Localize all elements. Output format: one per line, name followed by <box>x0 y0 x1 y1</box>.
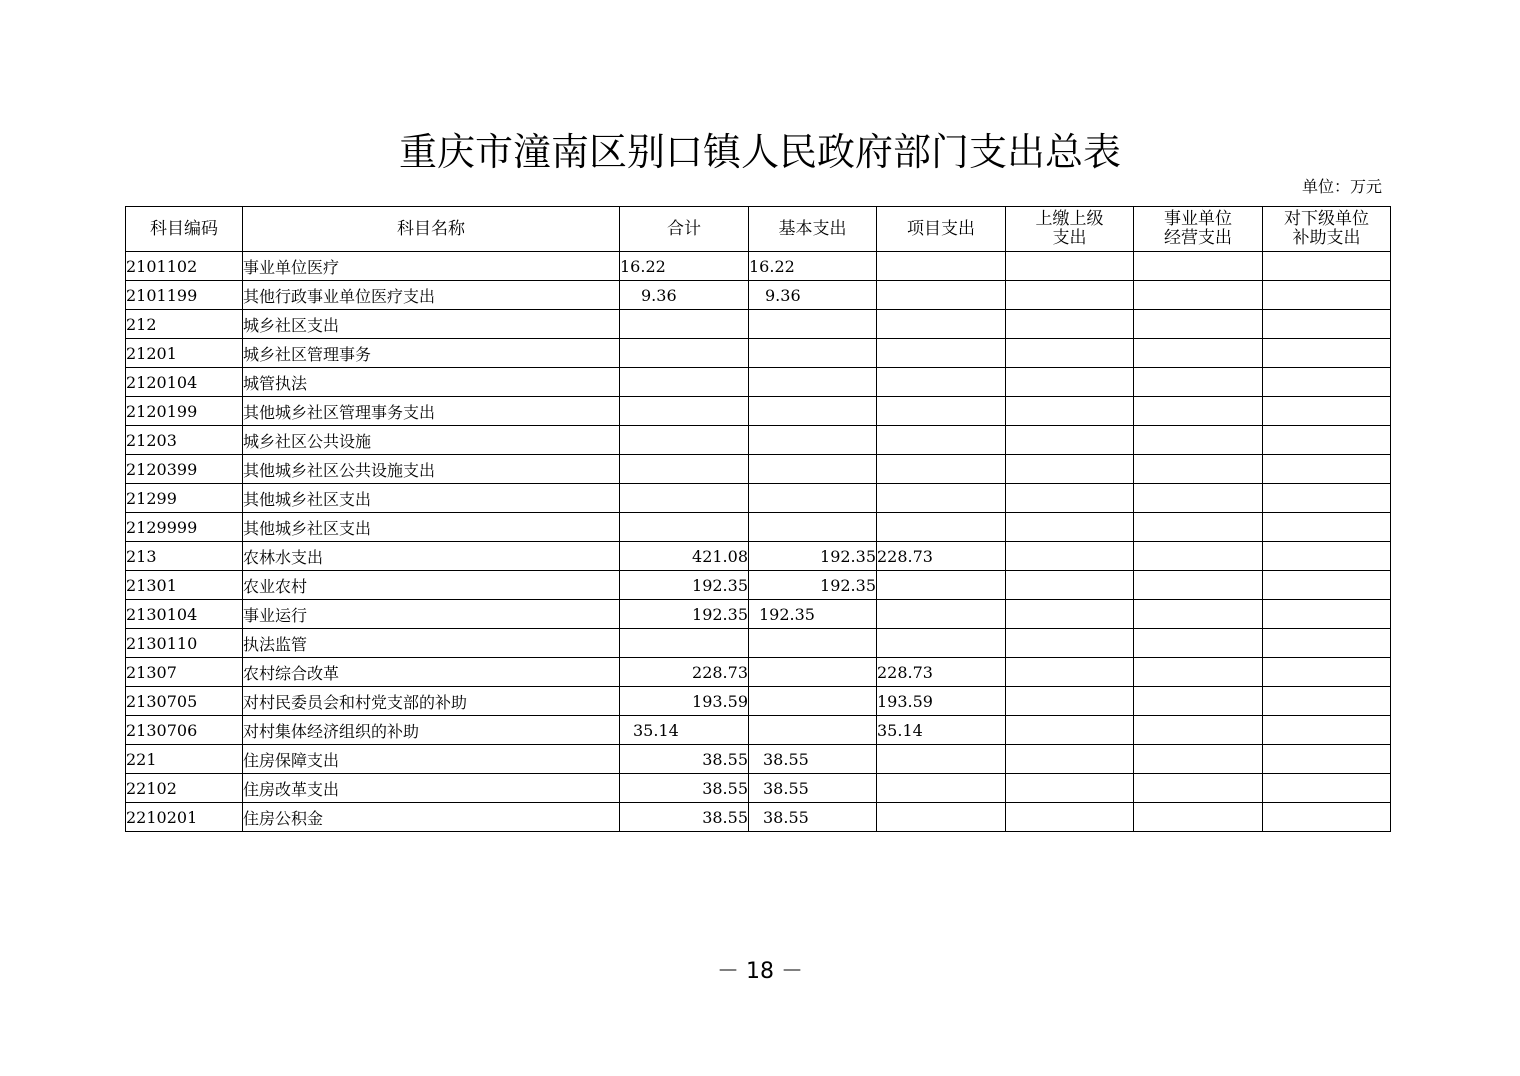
cell-business <box>1134 658 1263 687</box>
table-row <box>126 339 1391 368</box>
cell-upper <box>1006 687 1134 716</box>
table-row <box>126 716 1391 745</box>
cell-total: 228.73 <box>620 658 749 687</box>
cell-basic: 38.55 <box>749 745 877 774</box>
cell-business <box>1134 687 1263 716</box>
cell-basic <box>749 310 877 339</box>
cell-upper <box>1006 600 1134 629</box>
expenditure-table <box>125 206 1391 832</box>
cell-upper <box>1006 281 1134 310</box>
header-business-line1: 事业单位 <box>1164 209 1232 229</box>
cell-upper <box>1006 397 1134 426</box>
cell-business <box>1134 571 1263 600</box>
cell-total: 193.59 <box>620 687 749 716</box>
cell-subsidy <box>1263 687 1391 716</box>
cell-basic <box>749 339 877 368</box>
cell-upper <box>1006 571 1134 600</box>
cell-code: 212 <box>126 310 243 339</box>
cell-code: 221 <box>126 745 243 774</box>
cell-basic <box>749 629 877 658</box>
cell-upper <box>1006 745 1134 774</box>
cell-total <box>620 513 749 542</box>
cell-subsidy <box>1263 252 1391 281</box>
cell-subsidy <box>1263 745 1391 774</box>
cell-basic <box>749 397 877 426</box>
cell-project <box>877 426 1006 455</box>
cell-name: 执法监管 <box>243 629 620 658</box>
cell-code: 2129999 <box>126 513 243 542</box>
cell-code: 22102 <box>126 774 243 803</box>
cell-total <box>620 484 749 513</box>
cell-project <box>877 397 1006 426</box>
table-row <box>126 687 1391 716</box>
cell-basic <box>749 687 877 716</box>
cell-name: 对村民委员会和村党支部的补助 <box>243 687 620 716</box>
cell-subsidy <box>1263 716 1391 745</box>
cell-basic <box>749 658 877 687</box>
table-row <box>126 774 1391 803</box>
cell-project <box>877 803 1006 832</box>
cell-upper <box>1006 774 1134 803</box>
table-row <box>126 542 1391 571</box>
cell-upper <box>1006 252 1134 281</box>
header-total: 合计 <box>620 207 749 252</box>
cell-project <box>877 600 1006 629</box>
cell-business <box>1134 716 1263 745</box>
cell-subsidy <box>1263 600 1391 629</box>
cell-project: 228.73 <box>877 658 1006 687</box>
cell-project <box>877 281 1006 310</box>
cell-total <box>620 368 749 397</box>
cell-basic <box>749 484 877 513</box>
header-upper-line2: 支出 <box>1052 228 1087 248</box>
cell-business <box>1134 774 1263 803</box>
cell-code: 21307 <box>126 658 243 687</box>
cell-business <box>1134 397 1263 426</box>
cell-total: 192.35 <box>620 600 749 629</box>
cell-code: 2130705 <box>126 687 243 716</box>
cell-upper <box>1006 310 1134 339</box>
cell-business <box>1134 803 1263 832</box>
table-row <box>126 600 1391 629</box>
header-business-line2: 经营支出 <box>1164 228 1232 248</box>
cell-subsidy <box>1263 281 1391 310</box>
cell-subsidy <box>1263 339 1391 368</box>
header-project: 项目支出 <box>877 207 1006 252</box>
cell-code: 2120399 <box>126 455 243 484</box>
cell-name: 住房保障支出 <box>243 745 620 774</box>
table-row <box>126 745 1391 774</box>
table-row <box>126 484 1391 513</box>
cell-code: 2130104 <box>126 600 243 629</box>
cell-code: 213 <box>126 542 243 571</box>
cell-code: 2120104 <box>126 368 243 397</box>
cell-business <box>1134 339 1263 368</box>
cell-project: 35.14 <box>877 716 1006 745</box>
table-row <box>126 397 1391 426</box>
cell-basic <box>749 368 877 397</box>
cell-total <box>620 310 749 339</box>
cell-total <box>620 339 749 368</box>
cell-basic: 16.22 <box>749 252 877 281</box>
cell-upper <box>1006 658 1134 687</box>
cell-subsidy <box>1263 455 1391 484</box>
page-number: － 18 － <box>717 959 803 984</box>
cell-project <box>877 513 1006 542</box>
cell-total <box>620 426 749 455</box>
cell-name: 对村集体经济组织的补助 <box>243 716 620 745</box>
header-name: 科目名称 <box>243 207 620 252</box>
cell-total <box>620 455 749 484</box>
cell-name: 其他城乡社区管理事务支出 <box>243 397 620 426</box>
cell-basic: 192.35 <box>749 542 877 571</box>
cell-project <box>877 745 1006 774</box>
cell-basic: 9.36 <box>749 281 877 310</box>
cell-project <box>877 455 1006 484</box>
cell-business <box>1134 455 1263 484</box>
cell-name: 其他城乡社区支出 <box>243 484 620 513</box>
cell-project: 193.59 <box>877 687 1006 716</box>
cell-business <box>1134 513 1263 542</box>
table-row <box>126 629 1391 658</box>
cell-upper <box>1006 629 1134 658</box>
table-row <box>126 803 1391 832</box>
cell-code: 2210201 <box>126 803 243 832</box>
cell-basic: 38.55 <box>749 803 877 832</box>
cell-business <box>1134 484 1263 513</box>
cell-business <box>1134 252 1263 281</box>
header-upper <box>1006 207 1134 252</box>
cell-basic <box>749 513 877 542</box>
cell-upper <box>1006 339 1134 368</box>
cell-project <box>877 774 1006 803</box>
cell-subsidy <box>1263 426 1391 455</box>
cell-total <box>620 397 749 426</box>
header-upper-line1: 上缴上级 <box>1035 209 1104 229</box>
page-title: 重庆市潼南区别口镇人民政府部门支出总表 <box>398 130 1121 174</box>
cell-upper <box>1006 513 1134 542</box>
cell-code: 21201 <box>126 339 243 368</box>
cell-total: 38.55 <box>620 774 749 803</box>
cell-subsidy <box>1263 542 1391 571</box>
cell-total: 421.08 <box>620 542 749 571</box>
cell-total: 9.36 <box>620 281 749 310</box>
cell-total: 35.14 <box>620 716 749 745</box>
cell-name: 住房公积金 <box>243 803 620 832</box>
cell-name: 农业农村 <box>243 571 620 600</box>
cell-total: 38.55 <box>620 803 749 832</box>
cell-name: 农林水支出 <box>243 542 620 571</box>
cell-basic: 38.55 <box>749 774 877 803</box>
cell-subsidy <box>1263 397 1391 426</box>
cell-total: 38.55 <box>620 745 749 774</box>
cell-business <box>1134 629 1263 658</box>
cell-project <box>877 339 1006 368</box>
unit-label: 单位：万元 <box>1301 177 1382 196</box>
cell-name: 城乡社区管理事务 <box>243 339 620 368</box>
cell-upper <box>1006 368 1134 397</box>
header-business <box>1134 207 1263 252</box>
cell-basic <box>749 455 877 484</box>
cell-name: 农村综合改革 <box>243 658 620 687</box>
cell-name: 住房改革支出 <box>243 774 620 803</box>
table-row <box>126 252 1391 281</box>
cell-upper <box>1006 455 1134 484</box>
table-row <box>126 571 1391 600</box>
cell-project <box>877 310 1006 339</box>
cell-total: 192.35 <box>620 571 749 600</box>
table-row <box>126 281 1391 310</box>
cell-subsidy <box>1263 774 1391 803</box>
cell-business <box>1134 542 1263 571</box>
cell-name: 其他城乡社区支出 <box>243 513 620 542</box>
cell-business <box>1134 310 1263 339</box>
header-code: 科目编码 <box>126 207 243 252</box>
cell-project: 228.73 <box>877 542 1006 571</box>
cell-total <box>620 629 749 658</box>
cell-subsidy <box>1263 658 1391 687</box>
cell-subsidy <box>1263 803 1391 832</box>
header-subsidy-line2: 补助支出 <box>1292 228 1361 248</box>
cell-code: 2130110 <box>126 629 243 658</box>
cell-name: 事业单位医疗 <box>243 252 620 281</box>
cell-basic <box>749 426 877 455</box>
cell-code: 2130706 <box>126 716 243 745</box>
cell-business <box>1134 426 1263 455</box>
cell-business <box>1134 745 1263 774</box>
cell-code: 2101199 <box>126 281 243 310</box>
cell-business <box>1134 281 1263 310</box>
cell-subsidy <box>1263 513 1391 542</box>
cell-total: 16.22 <box>620 252 749 281</box>
cell-code: 21203 <box>126 426 243 455</box>
table-row <box>126 658 1391 687</box>
cell-project <box>877 368 1006 397</box>
cell-subsidy <box>1263 484 1391 513</box>
cell-name: 事业运行 <box>243 600 620 629</box>
cell-name: 城管执法 <box>243 368 620 397</box>
cell-business <box>1134 600 1263 629</box>
table-row <box>126 455 1391 484</box>
table-row <box>126 368 1391 397</box>
cell-basic <box>749 716 877 745</box>
cell-project <box>877 571 1006 600</box>
table-row <box>126 513 1391 542</box>
table-header-row <box>126 207 1391 252</box>
cell-project <box>877 629 1006 658</box>
cell-project <box>877 484 1006 513</box>
cell-basic: 192.35 <box>749 571 877 600</box>
cell-upper <box>1006 542 1134 571</box>
cell-code: 2120199 <box>126 397 243 426</box>
cell-basic: 192.35 <box>749 600 877 629</box>
table-row <box>126 426 1391 455</box>
cell-code: 2101102 <box>126 252 243 281</box>
cell-code: 21299 <box>126 484 243 513</box>
cell-subsidy <box>1263 368 1391 397</box>
cell-name: 其他城乡社区公共设施支出 <box>243 455 620 484</box>
cell-subsidy <box>1263 571 1391 600</box>
cell-upper <box>1006 803 1134 832</box>
cell-upper <box>1006 426 1134 455</box>
table-row <box>126 310 1391 339</box>
cell-name: 城乡社区公共设施 <box>243 426 620 455</box>
cell-name: 其他行政事业单位医疗支出 <box>243 281 620 310</box>
cell-subsidy <box>1263 310 1391 339</box>
cell-code: 21301 <box>126 571 243 600</box>
header-subsidy <box>1263 207 1391 252</box>
header-subsidy-line1: 对下级单位 <box>1284 209 1369 229</box>
cell-upper <box>1006 484 1134 513</box>
cell-project <box>877 252 1006 281</box>
cell-business <box>1134 368 1263 397</box>
cell-name: 城乡社区支出 <box>243 310 620 339</box>
cell-upper <box>1006 716 1134 745</box>
header-basic: 基本支出 <box>749 207 877 252</box>
cell-subsidy <box>1263 629 1391 658</box>
